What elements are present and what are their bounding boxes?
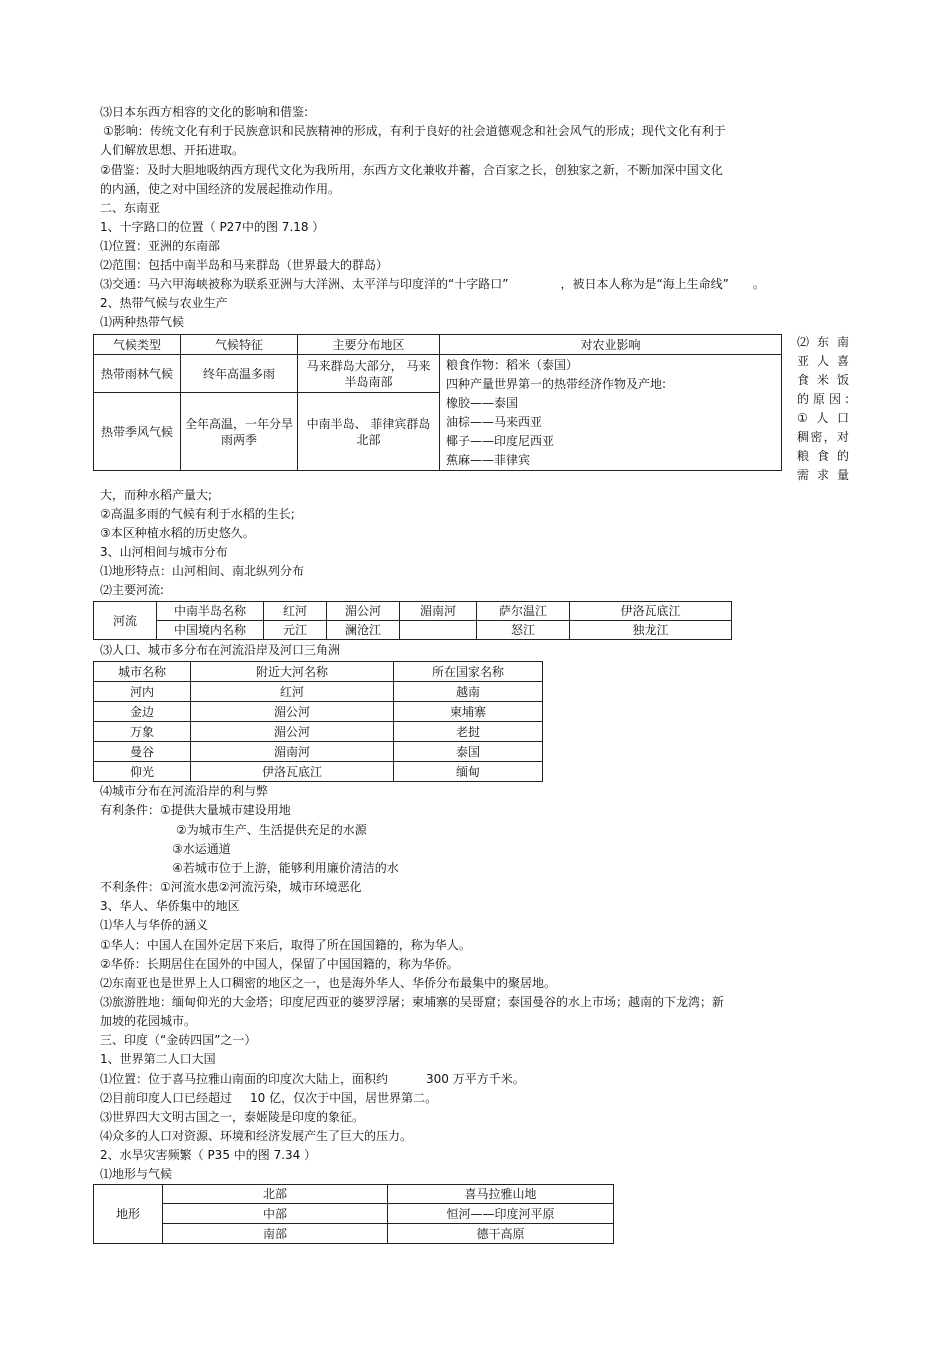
location-text: 300 万平方千米。 xyxy=(426,1072,525,1086)
agri-impact-cell xyxy=(440,355,782,471)
table-cell: 终年高温多雨 xyxy=(181,355,298,393)
impact-line: 椰子——印度尼西亚 xyxy=(446,434,555,448)
paragraph-line: ③本区种植水稻的历史悠久。 xyxy=(100,526,255,540)
table-header: 附近大河名称 xyxy=(191,662,394,682)
table-row-label: 河流 xyxy=(94,602,157,640)
table-cell: 南部 xyxy=(163,1224,388,1244)
side-note-line: 粮食的 xyxy=(797,449,849,463)
impact-line: 粮食作物：稻米（泰国） xyxy=(446,358,579,372)
impact-line: 四种产量世界第一的热带经济作物及产地: xyxy=(446,377,667,391)
table-cell: 金边 xyxy=(94,702,191,722)
table-cell: 马来群岛大部分， 马来半岛南部 xyxy=(298,355,440,393)
side-note-line: 食米饭 xyxy=(797,373,849,387)
table-header: 城市名称 xyxy=(94,662,191,682)
table-cell: 北部 xyxy=(163,1185,388,1204)
table-row xyxy=(94,1185,614,1204)
table-cell: 全年高温，一年分旱雨两季 xyxy=(181,393,298,471)
side-note-line: 的原因: xyxy=(797,392,849,406)
table-cell: 恒河——印度河平原 xyxy=(388,1204,614,1224)
paragraph-line: ⑴两种热带气候 xyxy=(100,315,185,329)
table-cell xyxy=(400,621,477,640)
table-header: 主要分布地区 xyxy=(298,335,440,355)
table-cell: 中南半岛名称 xyxy=(157,602,264,621)
table-row xyxy=(94,722,543,742)
traffic-text: 。 xyxy=(752,277,765,291)
table-cell: 泰国 xyxy=(394,742,543,762)
table-header: 对农业影响 xyxy=(440,335,782,355)
table-cell: 伊洛瓦底江 xyxy=(570,602,732,621)
table-cell: 独龙江 xyxy=(570,621,732,640)
terrain-table xyxy=(93,1184,614,1244)
population-text: 10 亿，仅次于中国，居世界第二。 xyxy=(250,1091,438,1105)
table-cell: 德干高原 xyxy=(388,1224,614,1244)
impact-line: 橡胶——泰国 xyxy=(446,396,519,410)
table-header: 气候特征 xyxy=(181,335,298,355)
table-row xyxy=(94,762,543,782)
chapter-title: 三、印度（“金砖四国”之一） xyxy=(100,1033,257,1047)
paragraph-line: ⑶世界四大文明古国之一，泰姬陵是印度的象征。 xyxy=(100,1110,365,1124)
table-row xyxy=(94,682,543,702)
impact-line: 油棕——马来西亚 xyxy=(446,415,543,429)
table-cell: 柬埔寨 xyxy=(394,702,543,722)
paragraph-line: ②为城市生产、生活提供充足的水源 xyxy=(176,823,367,837)
table-cell: 萨尔温江 xyxy=(477,602,570,621)
paragraph-line: ④若城市位于上游，能够利用廉价清洁的水 xyxy=(172,861,399,875)
population-text: ⑵目前印度人口已经超过 xyxy=(100,1091,233,1105)
side-note-line: 稠密，对 xyxy=(797,430,849,444)
paragraph-line: ⑵东南亚也是世界上人口稠密的地区之一，也是海外华人、华侨分布最集中的聚居地。 xyxy=(100,976,557,990)
side-note-line: 需求量 xyxy=(797,468,849,482)
table-cell: 缅甸 xyxy=(394,762,543,782)
paragraph-line: 加坡的花园城市。 xyxy=(100,1014,197,1028)
table-cell: 湄公河 xyxy=(191,702,394,722)
paragraph-line: 不利条件：①河流水患②河流污染，城市环境恶化 xyxy=(100,880,362,894)
table-cell: 老挝 xyxy=(394,722,543,742)
paragraph-line: ⑷众多的人口对资源、环境和经济发展产生了巨大的压力。 xyxy=(100,1129,413,1143)
traffic-text: ⑶交通：马六甲海峡被称为联系亚洲与大洋洲、太平洋与印度洋的“十字路口” xyxy=(100,277,509,291)
paragraph-line xyxy=(100,1071,525,1087)
paragraph-line: ①华人：中国人在国外定居下来后，取得了所在国国籍的，称为华人。 xyxy=(100,938,471,952)
paragraph-line: 人们解放思想、开拓进取。 xyxy=(100,143,245,157)
table-cell: 中南半岛、 菲律宾群岛北部 xyxy=(298,393,440,471)
location-text: ⑴位置：位于喜马拉雅山南面的印度次大陆上，面积约 xyxy=(100,1072,389,1086)
city-table xyxy=(93,661,543,782)
table-cell: 越南 xyxy=(394,682,543,702)
table-cell: 仰光 xyxy=(94,762,191,782)
paragraph-line xyxy=(100,276,765,292)
paragraph-line: ⑶人口、城市多分布在河流沿岸及河口三角洲 xyxy=(100,643,341,657)
paragraph-line: ②高温多雨的气候有利于水稻的生长; xyxy=(100,507,295,521)
table-cell: 元江 xyxy=(264,621,327,640)
table-cell: 万象 xyxy=(94,722,191,742)
paragraph-line: 的内涵，使之对中国经济的发展起推动作用。 xyxy=(100,182,341,196)
section-heading: ⑶日本东西方相容的文化的影响和借鉴: xyxy=(100,105,309,119)
table-cell: 红河 xyxy=(191,682,394,702)
table-row xyxy=(94,1204,614,1224)
side-note xyxy=(797,333,849,485)
chapter-title: 二、东南亚 xyxy=(100,201,161,215)
table-row xyxy=(94,742,543,762)
table-cell: 曼谷 xyxy=(94,742,191,762)
table-cell: 喜马拉雅山地 xyxy=(388,1185,614,1204)
table-cell: 河内 xyxy=(94,682,191,702)
paragraph-line: ③水运通道 xyxy=(172,842,231,856)
table-header: 所在国家名称 xyxy=(394,662,543,682)
paragraph-line: 有利条件：①提供大量城市建设用地 xyxy=(100,803,291,817)
paragraph-line: ⑶旅游胜地：缅甸仰光的大金塔；印度尼西亚的婆罗浮屠；柬埔寨的吴哥窟；泰国曼谷的水上市场；越南的下龙湾；新 xyxy=(100,995,725,1009)
table-cell: 湄公河 xyxy=(191,722,394,742)
paragraph-line: ⑴位置：亚洲的东南部 xyxy=(100,239,221,253)
river-table xyxy=(93,601,732,640)
table-cell: 中部 xyxy=(163,1204,388,1224)
section-heading: 3、山河相间与城市分布 xyxy=(100,545,228,559)
section-heading: 2、热带气候与农业生产 xyxy=(100,296,228,310)
climate-table xyxy=(93,334,782,471)
table-cell: 红河 xyxy=(264,602,327,621)
table-cell: 湄南河 xyxy=(191,742,394,762)
section-heading: 2、水旱灾害频繁（ P35 中的图 7.34 ） xyxy=(100,1148,317,1162)
paragraph-line: ⑵主要河流: xyxy=(100,583,165,597)
impact-line: 蕉麻——菲律宾 xyxy=(446,453,531,467)
section-heading: 3、华人、华侨集中的地区 xyxy=(100,899,240,913)
table-cell: 湄公河 xyxy=(327,602,400,621)
table-cell: 热带雨林气候 xyxy=(94,355,181,393)
table-cell: 中国境内名称 xyxy=(157,621,264,640)
table-row xyxy=(94,702,543,722)
table-row xyxy=(94,1224,614,1244)
traffic-text: ，被日本人称为是“海上生命线” xyxy=(560,277,729,291)
side-note-line: 亚人喜 xyxy=(797,354,849,368)
paragraph-line: ⑴地形与气候 xyxy=(100,1167,173,1181)
paragraph-line: ⑷城市分布在河流沿岸的利与弊 xyxy=(100,784,269,798)
table-cell: 澜沧江 xyxy=(327,621,400,640)
paragraph-line: ⑴华人与华侨的涵义 xyxy=(100,918,209,932)
paragraph-line xyxy=(100,1090,437,1106)
side-note-line: ⑵东南 xyxy=(797,335,849,349)
table-cell: 热带季风气候 xyxy=(94,393,181,471)
paragraph-line: ①影响：传统文化有利于民族意识和民族精神的形成，有利于良好的社会道德观念和社会风气的形成；现代文化有利于 xyxy=(103,124,726,138)
table-cell: 伊洛瓦底江 xyxy=(191,762,394,782)
paragraph-line: ②华侨：长期居住在国外的中国人，保留了中国国籍的，称为华侨。 xyxy=(100,957,459,971)
paragraph-line: 大，而种水稻产量大; xyxy=(100,488,213,502)
table-header: 气候类型 xyxy=(94,335,181,355)
table-cell: 湄南河 xyxy=(400,602,477,621)
paragraph-line: ⑴地形特点：山河相间、南北纵列分布 xyxy=(100,564,305,578)
section-heading: 1、十字路口的位置（ P27中的图 7.18 ） xyxy=(100,220,325,234)
paragraph-line: ②借鉴：及时大胆地吸纳西方现代文化为我所用，东西方文化兼收并蓄，合百家之长，创独家之新，不断加深中国文化 xyxy=(100,163,723,177)
table-row-label: 地形 xyxy=(94,1185,163,1244)
side-note-line: ①人口 xyxy=(797,411,849,425)
section-heading: 1、世界第二人口大国 xyxy=(100,1052,216,1066)
paragraph-line: ⑵范围：包括中南半岛和马来群岛（世界最大的群岛） xyxy=(100,258,389,272)
table-cell: 怒江 xyxy=(477,621,570,640)
